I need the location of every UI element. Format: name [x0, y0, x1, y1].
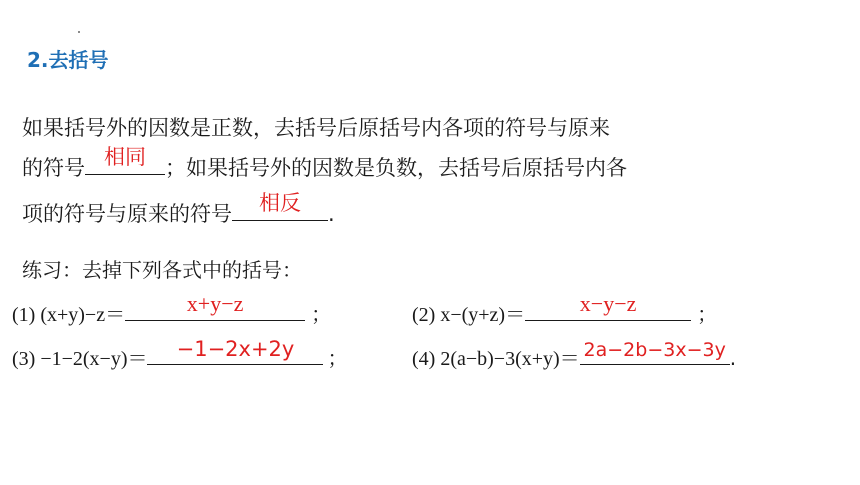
rule-line-2-prefix: 的符号 — [22, 156, 85, 180]
exercise-1-blank — [125, 291, 305, 321]
rule-line-3-prefix: 项的符号与原来的符号 — [22, 202, 232, 226]
exercise-2-expr: (2) x−(y+z)＝ — [412, 304, 526, 326]
rule-line-2 — [22, 145, 627, 182]
exercise-item-4 — [412, 339, 737, 371]
decorative-dot — [78, 31, 80, 33]
exercise-4-expr: (4) 2(a−b)−3(x+y)＝ — [412, 348, 580, 370]
section-heading: 2.去括号 — [27, 48, 109, 72]
exercise-2-blank — [525, 291, 691, 321]
exercise-3-blank — [147, 337, 323, 365]
exercise-item-2 — [412, 291, 718, 327]
exercise-3-answer: −1−2x+2y — [176, 337, 295, 361]
exercise-2-end: ； — [697, 302, 718, 326]
exercise-3-expr: (3) −1−2(x−y)＝ — [12, 348, 148, 370]
exercise-item-1 — [12, 291, 332, 327]
exercise-1-answer: x+y−z — [186, 291, 244, 316]
exercise-4-answer: 2a−2b−3x−3y — [583, 339, 726, 361]
exercise-3-end: ； — [327, 346, 348, 370]
exercise-4-end: . — [729, 346, 737, 370]
exercise-1-end: ； — [311, 302, 332, 326]
rule-line-2-suffix: ；如果括号外的因数是负数，去括号后原括号内各 — [165, 156, 627, 180]
fill-blank-1 — [85, 145, 165, 175]
rule-line-3 — [22, 191, 335, 228]
exercise-title: 练习：去掉下列各式中的括号： — [22, 258, 302, 282]
exercise-1-expr: (1) (x+y)−z＝ — [12, 304, 126, 326]
answer-blank-2: 相反 — [259, 191, 301, 215]
answer-blank-1: 相同 — [104, 145, 146, 169]
exercise-item-3 — [12, 337, 348, 371]
rule-line-3-suffix: . — [328, 202, 335, 226]
rule-line-1-text: 如果括号外的因数是正数，去括号后原括号内各项的符号与原来 — [22, 116, 610, 140]
exercise-4-blank — [580, 339, 730, 365]
fill-blank-2 — [232, 191, 328, 221]
exercise-2-answer: x−y−z — [579, 291, 637, 316]
rule-line-1 — [22, 112, 610, 142]
